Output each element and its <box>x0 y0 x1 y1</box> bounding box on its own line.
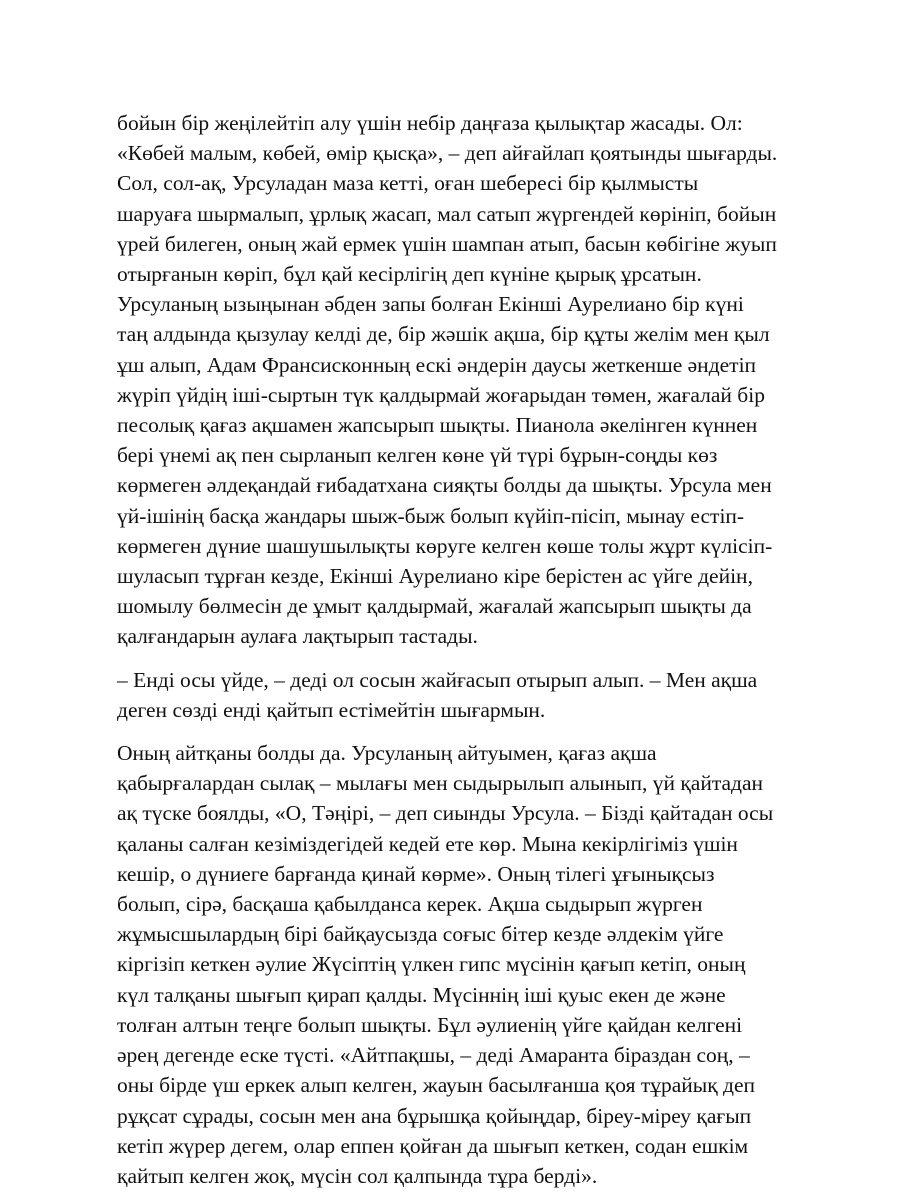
text-line: Сол, сол-ақ, Урсуладан маза кетті, оған шебересі бір қылмысты <box>117 171 699 196</box>
text-line: ақ түске боялды, «О, Тәңірі, – деп сиынды Урсула. – Бізді қайтадан осы <box>117 801 774 826</box>
text-line: әрең дегенде еске түсті. «Айтпақшы, – деді Амаранта біраздан соң, – <box>117 1043 750 1068</box>
text-line: Оның айтқаны болды да. Урсуланың айтуымен, қағаз ақша <box>117 741 657 766</box>
text-line: Урсуланың ызыңынан әбден запы болған Екінші Аурелиано бір күні <box>117 292 744 317</box>
text-line: – Енді осы үйде, – деді ол сосын жайғасып отырып алып. – Мен ақша <box>117 667 758 692</box>
text-line: шомылу бөлмесін де ұмыт қалдырмай, жағалай жапсырып шықты да <box>117 594 752 619</box>
text-line: рұқсат сұрады, сосын мен ана бұрышқа қойыңдар, біреу-міреу қағып <box>117 1103 752 1128</box>
text-line: бойын бір жеңілейтіп алу үшін небір даңғаза қылықтар жасады. Ол: <box>117 111 743 135</box>
text-line: жүріп үйдің іші-сыртын түк қалдырмай жоғарыдан төмен, жағалай бір <box>117 382 765 407</box>
text-line: «Көбей малым, көбей, өмір қысқа», – деп айғайлап қоятынды шығарды. <box>117 141 778 166</box>
text-line: үй-ішінің басқа жандары шыж-быж болып күйіп-пісіп, мынау естіп- <box>117 503 745 528</box>
text-line: көрмеген әлдеқандай ғибадатхана сияқты болды да шықты. Урсула мен <box>117 473 772 498</box>
paragraph-1 <box>117 108 817 652</box>
text-line: шаруаға шырмалып, ұрлық жасап, мал сатып жүргендей көрініп, бойын <box>117 201 777 226</box>
text-line: көрмеген дүние шашушылықты көруге келген көше толы жұрт күлісіп- <box>117 533 773 558</box>
paragraph-2 <box>117 665 817 725</box>
text-line: қайтып келген жоқ, мүсін сол қалпында тұра берді». <box>117 1163 598 1188</box>
text-line: қабырғалардан сылақ – мылағы мен сыдырылып алынып, үй қайтадан <box>117 771 764 796</box>
document-page <box>117 108 817 1204</box>
paragraph-3 <box>117 738 817 1191</box>
text-line: қалғандарын аулаға лақтырып тастады. <box>117 624 478 649</box>
text-line: таң алдында қызулау келді де, бір жәшік ақша, бір құты желім мен қыл <box>117 322 770 347</box>
text-line: болып, сірә, басқаша қабылданса керек. Ақша сыдырып жүрген <box>117 892 703 917</box>
text-line: отырғанын көріп, бұл қай кесірлігің деп күніне қырық ұрсатын. <box>117 262 702 287</box>
text-line: жұмысшылардың бірі байқаусызда соғыс бітер кезде әлдекім үйге <box>117 922 724 947</box>
text-line: күл талқаны шығып қирап қалды. Мүсіннің іші қуыс екен де және <box>117 982 726 1007</box>
text-line: толған алтын теңге болып шықты. Бұл әулиенің үйге қайдан келгені <box>117 1012 743 1037</box>
text-line: үрей билеген, оның жай ермек үшін шампан атып, басын көбігіне жуып <box>117 231 777 256</box>
text-line: кетіп жүрер дегем, олар еппен қойған да шығып кеткен, содан ешкім <box>117 1133 749 1158</box>
text-line: оны бірде үш еркек алып келген, жауын басылғанша қоя тұрайық деп <box>117 1073 756 1098</box>
text-line: деген сөзді енді қайтып естімейтін шығармын. <box>117 697 546 722</box>
text-line: ұш алып, Адам Франсисконның ескі әндерін даусы жеткенше әндетіп <box>117 352 757 377</box>
text-line: шуласып тұрған кезде, Екінші Аурелиано кіре берістен ас үйге дейін, <box>117 564 753 589</box>
text-line: қаланы салған кезіміздегідей кедей ете көр. Мына кекірлігіміз үшін <box>117 831 738 856</box>
text-line: бері үнемі ақ пен сырланып келген көне үй түрі бұрын-соңды көз <box>117 443 718 468</box>
text-line: песолық қағаз ақшамен жапсырып шықты. Пианола әкелінген күннен <box>117 413 758 438</box>
text-line: кіргізіп кеткен әулие Жүсіптің үлкен гипс мүсінін қағып кетіп, оның <box>117 952 746 977</box>
text-line: кешір, о дүниеге барғанда қинай көрме». Оның тілегі ұғынықсыз <box>117 861 715 886</box>
